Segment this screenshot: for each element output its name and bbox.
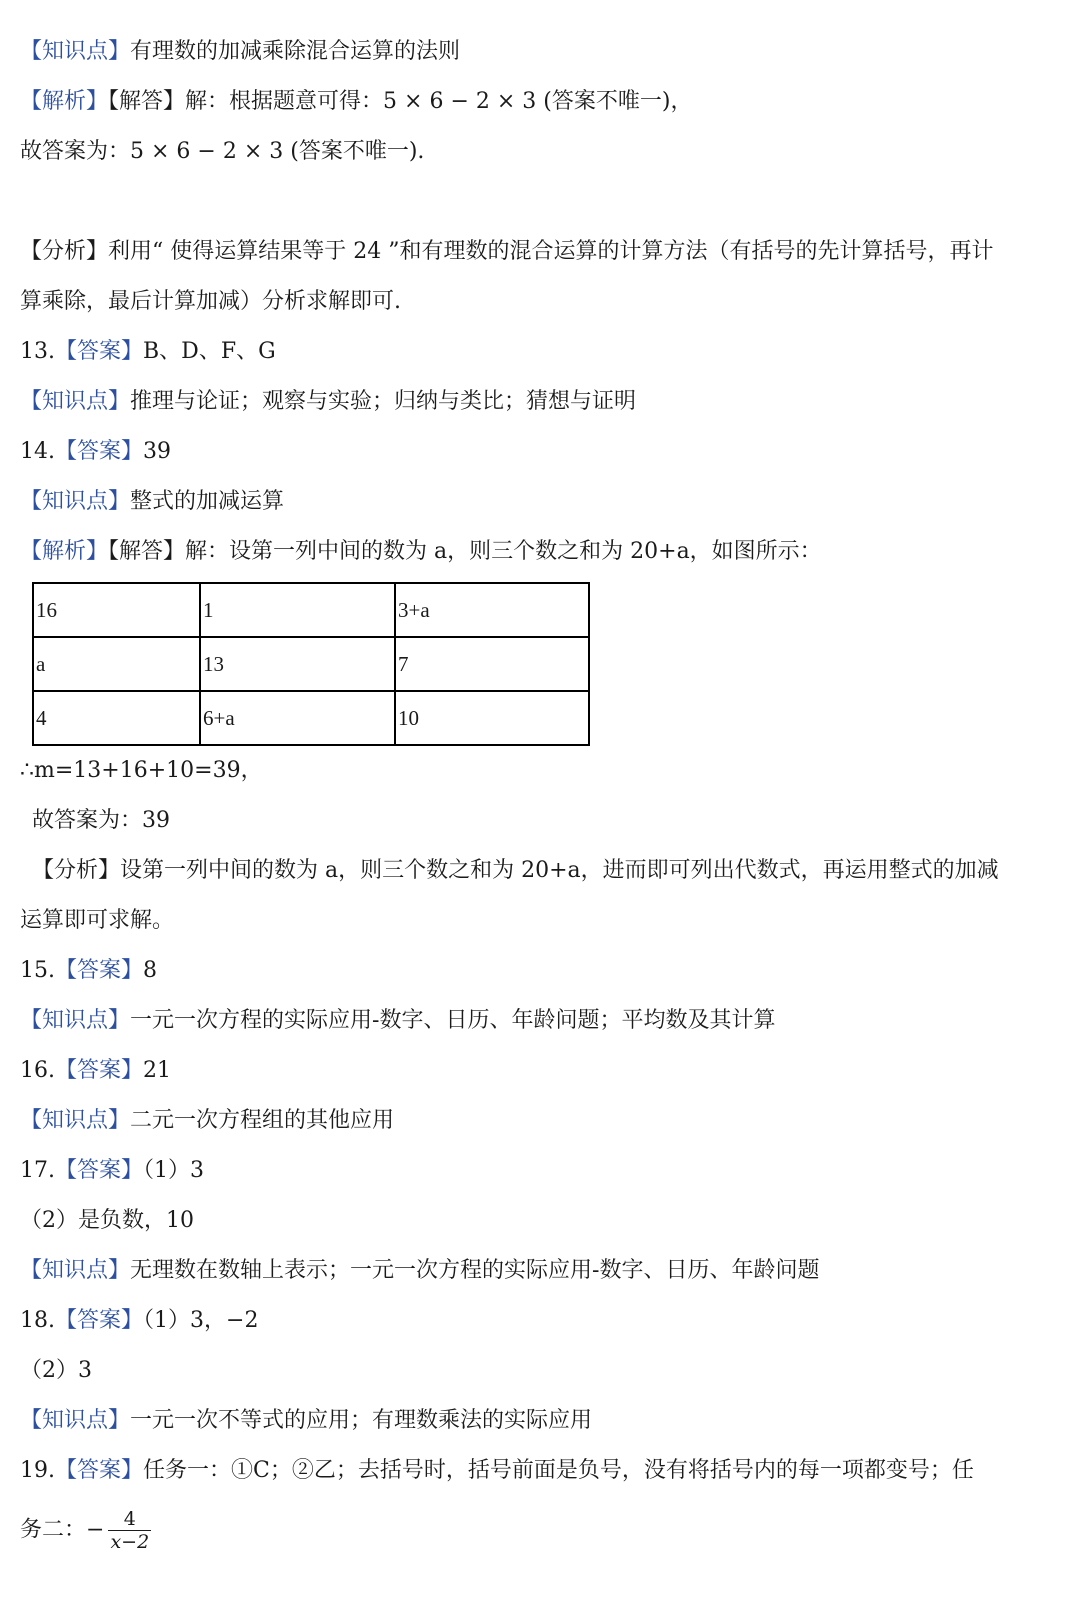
knowledge-tag: 【知识点】 <box>20 1408 131 1433</box>
answer-17-part2: （2）是负数，10 <box>20 1208 194 1233</box>
answer-tag: 【答案】 <box>55 1158 144 1183</box>
answer-13: 13.【答案】B、D、F、G <box>20 339 276 364</box>
answer-18-part2: （2）3 <box>20 1358 92 1383</box>
answer-tag: 【答案】 <box>55 339 144 364</box>
knowledge-tag: 【知识点】 <box>20 1258 131 1283</box>
magic-square-table <box>32 582 590 746</box>
answer-19: 19.【答案】任务一：①C；②乙；去括号时，括号前面是负号，没有将括号内的每一项都变号；任 <box>20 1458 974 1483</box>
table-cell: 1 <box>200 583 395 637</box>
fraction-denominator: x−2 <box>110 1531 150 1553</box>
analysis-explain-1-cont: 算乘除，最后计算加减）分析求解即可. <box>20 289 401 314</box>
solution-tag: 【解答】 <box>108 89 186 114</box>
table-cell: 4 <box>33 691 200 745</box>
knowledge-17: 【知识点】无理数在数轴上表示；一元一次方程的实际应用-数字、日历、年龄问题 <box>20 1258 820 1283</box>
table-cell: a <box>33 637 200 691</box>
knowledge-tag: 【知识点】 <box>20 489 131 514</box>
analysis-tag: 【分析】 <box>32 858 121 883</box>
table-cell: 13 <box>200 637 395 691</box>
knowledge-13: 【知识点】推理与论证；观察与实验；归纳与类比；猜想与证明 <box>20 389 637 414</box>
knowledge-15: 【知识点】一元一次方程的实际应用-数字、日历、年龄问题；平均数及其计算 <box>20 1008 776 1033</box>
table-row <box>33 691 589 745</box>
answer-tag: 【答案】 <box>55 958 144 983</box>
table-cell: 10 <box>395 691 589 745</box>
table-cell: 6+a <box>200 691 395 745</box>
answer-18: 18.【答案】（1）3，−2 <box>20 1308 259 1333</box>
knowledge-tag: 【知识点】 <box>20 1008 131 1033</box>
analysis-tag: 【分析】 <box>20 239 109 264</box>
table-cell: 7 <box>395 637 589 691</box>
fraction-numerator: 4 <box>108 1508 151 1531</box>
analysis-explain-14-cont: 运算即可求解。 <box>20 908 175 933</box>
table-row <box>33 583 589 637</box>
analysis-explain-14: 【分析】设第一列中间的数为 a，则三个数之和为 20+a，进而即可列出代数式，再运用整式的加减 <box>32 858 999 883</box>
analysis-tag: 【解析】 <box>20 539 109 564</box>
answer-conclusion-1: 故答案为：5 × 6 − 2 × 3 (答案不唯一). <box>20 139 425 164</box>
table-cell: 3+a <box>395 583 589 637</box>
knowledge-tag: 【知识点】 <box>20 389 131 414</box>
knowledge-16: 【知识点】二元一次方程组的其他应用 <box>20 1108 395 1133</box>
therefore-line: ∴m=13+16+10=39， <box>20 758 263 783</box>
analysis-tag: 【解析】 <box>20 89 109 114</box>
answer-tag: 【答案】 <box>55 1308 144 1333</box>
answer-tag: 【答案】 <box>55 1458 144 1483</box>
solution-tag: 【解答】 <box>108 539 186 564</box>
fraction <box>108 1508 151 1553</box>
knowledge-tag: 【知识点】 <box>20 39 131 64</box>
knowledge-18: 【知识点】一元一次不等式的应用；有理数乘法的实际应用 <box>20 1408 593 1433</box>
analysis-line-1: 【解析】【解答】解：根据题意可得：5 × 6 − 2 × 3 (答案不唯一)， <box>20 89 693 114</box>
table-cell: 16 <box>33 583 200 637</box>
answer-17: 17.【答案】（1）3 <box>20 1158 205 1183</box>
analysis-explain-1: 【分析】利用“ 使得运算结果等于 24 ”和有理数的混合运算的计算方法（有括号的先计算括号，再计 <box>20 239 994 264</box>
answer-tag: 【答案】 <box>55 1058 144 1083</box>
answer-15: 15.【答案】8 <box>20 958 158 983</box>
knowledge-line-1: 【知识点】有理数的加减乘除混合运算的法则 <box>20 39 461 64</box>
knowledge-tag: 【知识点】 <box>20 1108 131 1133</box>
answer-16: 16.【答案】21 <box>20 1058 172 1083</box>
answer-19-task2: 务二：− $\frac{4}{x-2}$ <box>20 1508 150 1553</box>
answer-tag: 【答案】 <box>55 439 144 464</box>
table-row <box>33 637 589 691</box>
analysis-14: 【解析】【解答】解：设第一列中间的数为 a，则三个数之和为 20+a，如图所示： <box>20 539 822 564</box>
answer-14: 14.【答案】39 <box>20 439 172 464</box>
answer-conclusion-14: 故答案为：39 <box>32 808 170 833</box>
knowledge-14: 【知识点】整式的加减运算 <box>20 489 285 514</box>
